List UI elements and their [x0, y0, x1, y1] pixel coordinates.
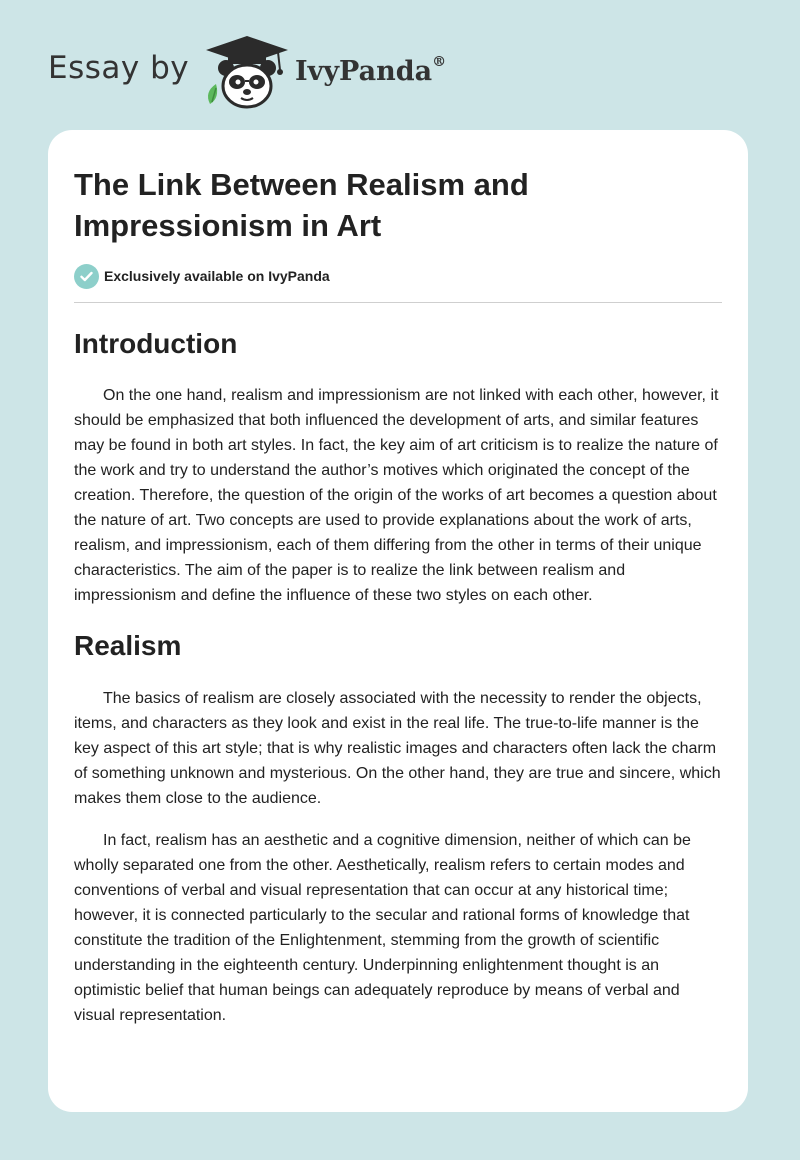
brand-text: IvyPanda — [295, 56, 433, 87]
paragraph: The basics of realism are closely associated with the necessity to render the objects, items, and characters as they look and exist in the real life. The true-to-life manner is the key aspect of this art style; that is why realistic images and characters often lack the charm of something unknown and mysterious. On the other hand, they are true and sincere, which makes them close to the audience. — [74, 690, 721, 807]
exclusive-badge-text: Exclusively available on IvyPanda — [104, 268, 330, 284]
section-heading-introduction: Introduction — [74, 328, 238, 359]
paragraph: On the one hand, realism and impressionism are not linked with each other, however, it should be emphasized that both influenced the development of arts, and similar features may be found in both art styles. In fact, the key aim of art criticism is to realize the nature of the work and try to understand the author’s motives which originated the concept of the creation. Therefore, the question of the origin of the works of art becomes a question about the nature of art. Two concepts are used to provide explanations about the work of arts, realism, and impressionism, each of them differing from the other in terms of their unique characteristics. The aim of the paper is to realize the link between realism and impressionism and define the influence of these two styles on each other. — [74, 387, 719, 604]
divider — [74, 302, 722, 303]
article-card — [48, 130, 748, 1112]
panda-logo-icon[interactable] — [202, 34, 292, 110]
registered-mark: ® — [432, 54, 447, 70]
exclusive-badge — [74, 262, 722, 290]
paragraph: In fact, realism has an aesthetic and a cognitive dimension, neither of which can be wholly separated one from the other. Aesthetically, realism refers to certain modes and conventions of verbal and visual representation that can occur at any historical time; however, it is connected particularly to the secular and rational forms of knowledge that constitute the tradition of the Enlightenment, stemming from the growth of scientific understanding in the eighteenth century. Underpinning enlightenment thought is an optimistic belief that human beings can adequately reproduce by means of verbal and visual representation. — [74, 832, 691, 1024]
section-heading-realism: Realism — [74, 630, 182, 661]
article-title: The Link Between Realism and Impressionism in Art — [74, 167, 529, 243]
brand-name[interactable] — [295, 56, 446, 87]
site-header — [48, 30, 548, 110]
essay-by-label: Essay by — [48, 50, 190, 86]
check-icon — [74, 264, 99, 289]
